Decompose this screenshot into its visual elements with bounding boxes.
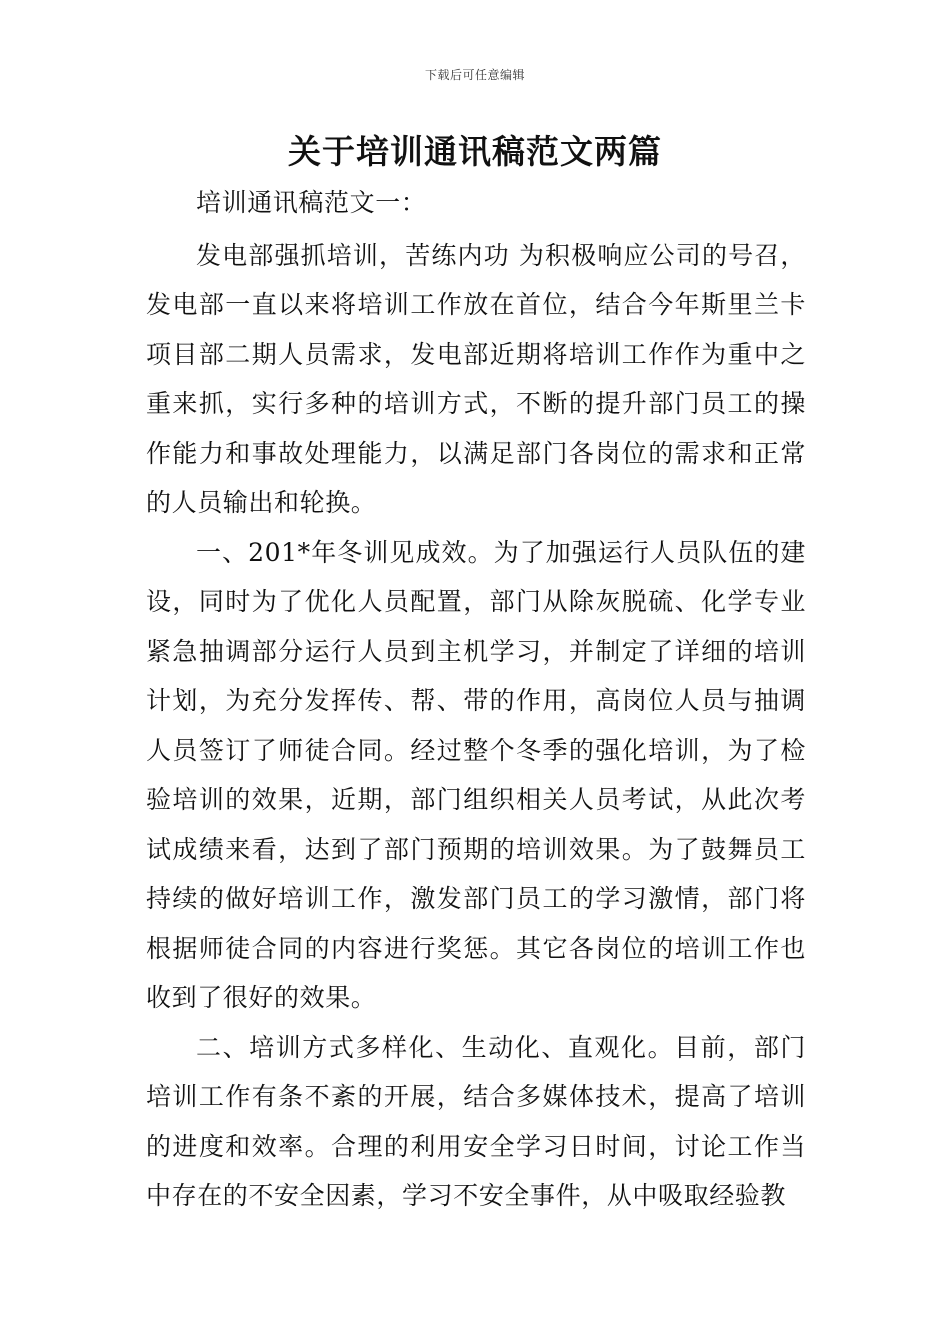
section-subheading: 培训通讯稿范文一： <box>196 188 427 217</box>
header-note: 下载后可任意编辑 <box>424 68 525 82</box>
document-title: 关于培训通讯稿范文两篇 <box>288 132 662 171</box>
paragraph-winter-training: 一、201*年冬训见成效。为了加强运行人员队伍的建设，同时为了优化人员配置，部门从除灰脱硫、化学专业紧急抽调部分运行人员到主机学习，并制定了详细的培训计划，为充分发挥传、帮、带的作用，高岗位人员与抽调人员签订了师徒合同。经过整个冬季的强化培训，为了检验培训的效果，近期，部门组织相关人员考试，从此次考试成绩来看，达到了部门预期的培训效果。为了鼓舞员工持续的做好培训工作，激发部门员工的学习激情，部门将根据师徒合同的内容进行奖惩。其它各岗位的培训工作也收到了很好的效果。 <box>146 537 806 1012</box>
document-body <box>146 178 806 1221</box>
paragraph-intro: 发电部强抓培训，苦练内功 为积极响应公司的号召，发电部一直以来将培训工作放在首位，结合今年斯里兰卡项目部二期人员需求，发电部近期将培训工作作为重中之重来抓，实行多种的培训方式，不断的提升部门员工的操作能力和事故处理能力，以满足部门各岗位的需求和正常的人员输出和轮换。 <box>146 240 806 517</box>
paragraph-training-methods: 二、培训方式多样化、生动化、直观化。目前，部门培训工作有条不紊的开展，结合多媒体技术，提高了培训的进度和效率。合理的利用安全学习日时间，讨论工作当中存在的不安全因素，学习不安全事件，从中吸取经验教 <box>146 1032 806 1210</box>
